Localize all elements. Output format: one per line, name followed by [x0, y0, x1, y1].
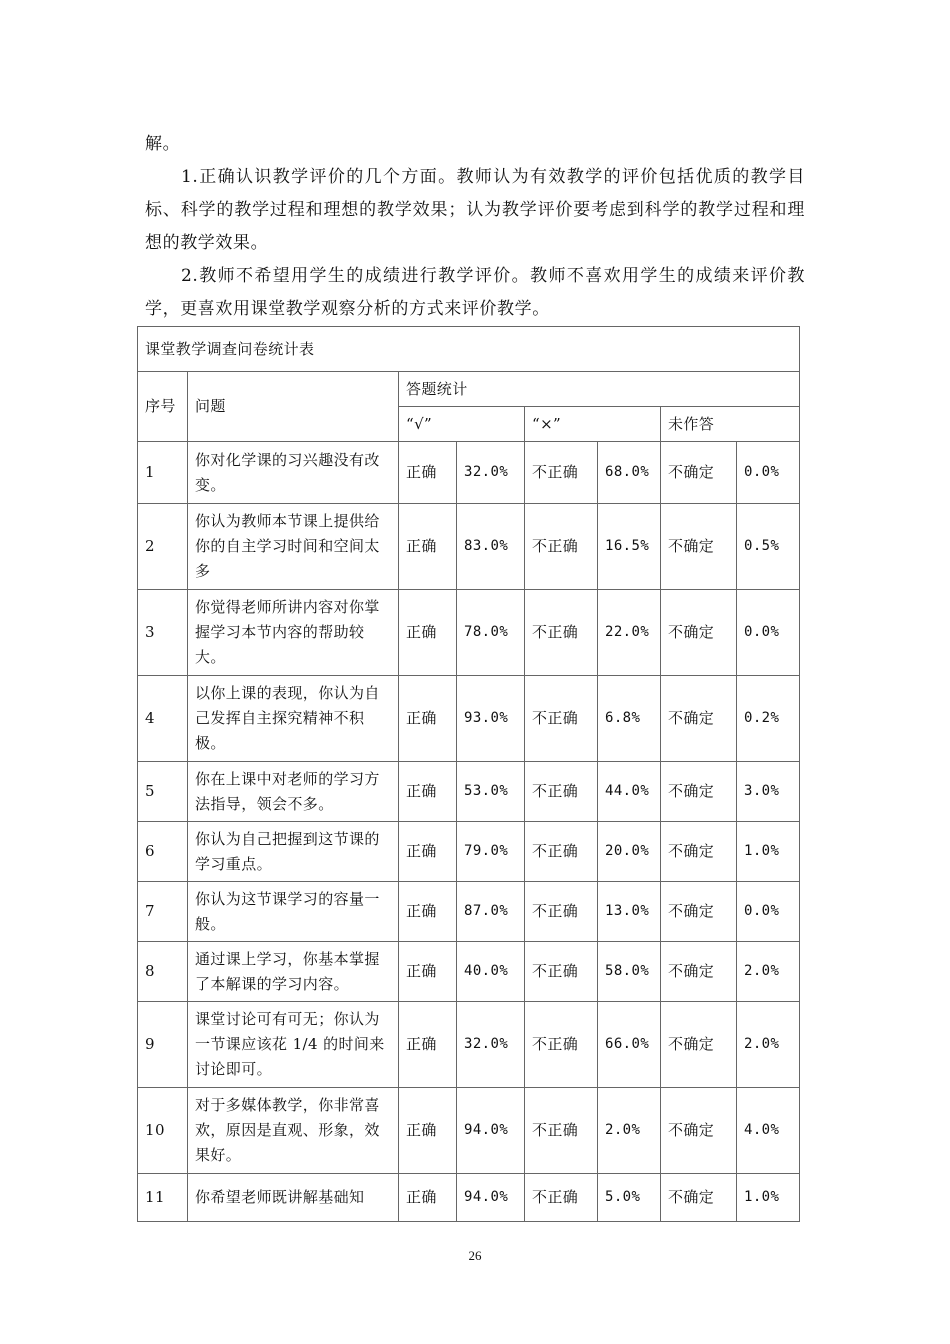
yes-label: 正确 [399, 676, 457, 762]
unsure-percent: 0.5% [737, 504, 800, 590]
row-index: 4 [138, 676, 188, 762]
table-row [138, 762, 800, 822]
yes-percent: 53.0% [457, 762, 525, 822]
survey-statistics-table [137, 326, 800, 1222]
unsure-percent: 3.0% [737, 762, 800, 822]
row-index: 9 [138, 1002, 188, 1088]
row-index: 10 [138, 1088, 188, 1174]
row-question: 你希望老师既讲解基础知 [188, 1174, 399, 1222]
yes-label: 正确 [399, 942, 457, 1002]
no-label: 不正确 [525, 1174, 598, 1222]
row-question: 通过课上学习，你基本掌握了本解课的学习内容。 [188, 942, 399, 1002]
no-percent: 22.0% [598, 590, 661, 676]
yes-label: 正确 [399, 504, 457, 590]
no-label: 不正确 [525, 442, 598, 504]
unsure-label: 不确定 [661, 822, 737, 882]
yes-label: 正确 [399, 1088, 457, 1174]
unsure-label: 不确定 [661, 1002, 737, 1088]
no-percent: 44.0% [598, 762, 661, 822]
header-yes: “√” [399, 407, 525, 442]
yes-percent: 79.0% [457, 822, 525, 882]
unsure-label: 不确定 [661, 1088, 737, 1174]
table-row [138, 676, 800, 762]
no-percent: 20.0% [598, 822, 661, 882]
yes-label: 正确 [399, 762, 457, 822]
yes-percent: 93.0% [457, 676, 525, 762]
no-label: 不正确 [525, 590, 598, 676]
row-index: 11 [138, 1174, 188, 1222]
row-index: 3 [138, 590, 188, 676]
yes-percent: 94.0% [457, 1088, 525, 1174]
unsure-percent: 1.0% [737, 822, 800, 882]
yes-label: 正确 [399, 822, 457, 882]
yes-percent: 32.0% [457, 442, 525, 504]
no-label: 不正确 [525, 676, 598, 762]
unsure-percent: 4.0% [737, 1088, 800, 1174]
table-row [138, 1002, 800, 1088]
no-percent: 58.0% [598, 942, 661, 1002]
table-title: 课堂教学调查问卷统计表 [138, 327, 800, 372]
unsure-label: 不确定 [661, 882, 737, 942]
no-percent: 16.5% [598, 504, 661, 590]
page-number: 26 [468, 1248, 482, 1263]
header-index: 序号 [138, 372, 188, 442]
no-percent: 66.0% [598, 1002, 661, 1088]
unsure-percent: 0.0% [737, 882, 800, 942]
header-answer-stats: 答题统计 [399, 372, 800, 407]
yes-label: 正确 [399, 590, 457, 676]
row-question: 你对化学课的习兴趣没有改变。 [188, 442, 399, 504]
unsure-label: 不确定 [661, 942, 737, 1002]
table-row [138, 504, 800, 590]
no-percent: 2.0% [598, 1088, 661, 1174]
row-index: 2 [138, 504, 188, 590]
paragraph-continuation: 解。 [145, 134, 181, 154]
row-question: 你认为自己把握到这节课的学习重点。 [188, 822, 399, 882]
unsure-label: 不确定 [661, 590, 737, 676]
yes-percent: 83.0% [457, 504, 525, 590]
unsure-label: 不确定 [661, 676, 737, 762]
unsure-percent: 0.0% [737, 590, 800, 676]
no-label: 不正确 [525, 1002, 598, 1088]
header-no: “×” [525, 407, 661, 442]
row-question: 你认为教师本节课上提供给你的自主学习时间和空间太多 [188, 504, 399, 590]
no-percent: 13.0% [598, 882, 661, 942]
yes-label: 正确 [399, 882, 457, 942]
yes-percent: 40.0% [457, 942, 525, 1002]
table-row [138, 1174, 800, 1222]
yes-percent: 87.0% [457, 882, 525, 942]
row-index: 5 [138, 762, 188, 822]
no-percent: 6.8% [598, 676, 661, 762]
unsure-label: 不确定 [661, 762, 737, 822]
unsure-percent: 0.0% [737, 442, 800, 504]
row-question: 你在上课中对老师的学习方法指导，领会不多。 [188, 762, 399, 822]
unsure-percent: 0.2% [737, 676, 800, 762]
no-label: 不正确 [525, 882, 598, 942]
row-index: 7 [138, 882, 188, 942]
row-index: 6 [138, 822, 188, 882]
yes-label: 正确 [399, 1002, 457, 1088]
header-unanswered: 未作答 [661, 407, 800, 442]
paragraph-grade-evaluation: 2.教师不希望用学生的成绩进行教学评价。教师不喜欢用学生的成绩来评价教学，更喜欢用课堂教学观察分析的方式来评价教学。 [145, 266, 805, 319]
header-question: 问题 [188, 372, 399, 442]
unsure-label: 不确定 [661, 1174, 737, 1222]
table-row [138, 1088, 800, 1174]
table-row [138, 822, 800, 882]
table-row [138, 442, 800, 504]
row-question: 以你上课的表现，你认为自己发挥自主探究精神不积极。 [188, 676, 399, 762]
no-percent: 5.0% [598, 1174, 661, 1222]
no-percent: 68.0% [598, 442, 661, 504]
unsure-label: 不确定 [661, 504, 737, 590]
row-question: 课堂讨论可有可无；你认为一节课应该花 1/4 的时间来讨论即可。 [188, 1002, 399, 1088]
unsure-percent: 1.0% [737, 1174, 800, 1222]
table-row [138, 882, 800, 942]
no-label: 不正确 [525, 762, 598, 822]
yes-label: 正确 [399, 442, 457, 504]
yes-percent: 32.0% [457, 1002, 525, 1088]
yes-label: 正确 [399, 1174, 457, 1222]
unsure-label: 不确定 [661, 442, 737, 504]
table-row [138, 942, 800, 1002]
row-index: 8 [138, 942, 188, 1002]
unsure-percent: 2.0% [737, 942, 800, 1002]
yes-percent: 78.0% [457, 590, 525, 676]
yes-percent: 94.0% [457, 1174, 525, 1222]
no-label: 不正确 [525, 1088, 598, 1174]
paragraph-evaluation-aspects: 1.正确认识教学评价的几个方面。教师认为有效教学的评价包括优质的教学目标、科学的教学过程和理想的教学效果；认为教学评价要考虑到科学的教学过程和理想的教学效果。 [145, 167, 805, 253]
row-index: 1 [138, 442, 188, 504]
no-label: 不正确 [525, 942, 598, 1002]
no-label: 不正确 [525, 822, 598, 882]
row-question: 你认为这节课学习的容量一般。 [188, 882, 399, 942]
table-row [138, 590, 800, 676]
row-question: 对于多媒体教学，你非常喜欢，原因是直观、形象，效果好。 [188, 1088, 399, 1174]
no-label: 不正确 [525, 504, 598, 590]
unsure-percent: 2.0% [737, 1002, 800, 1088]
row-question: 你觉得老师所讲内容对你掌握学习本节内容的帮助较大。 [188, 590, 399, 676]
